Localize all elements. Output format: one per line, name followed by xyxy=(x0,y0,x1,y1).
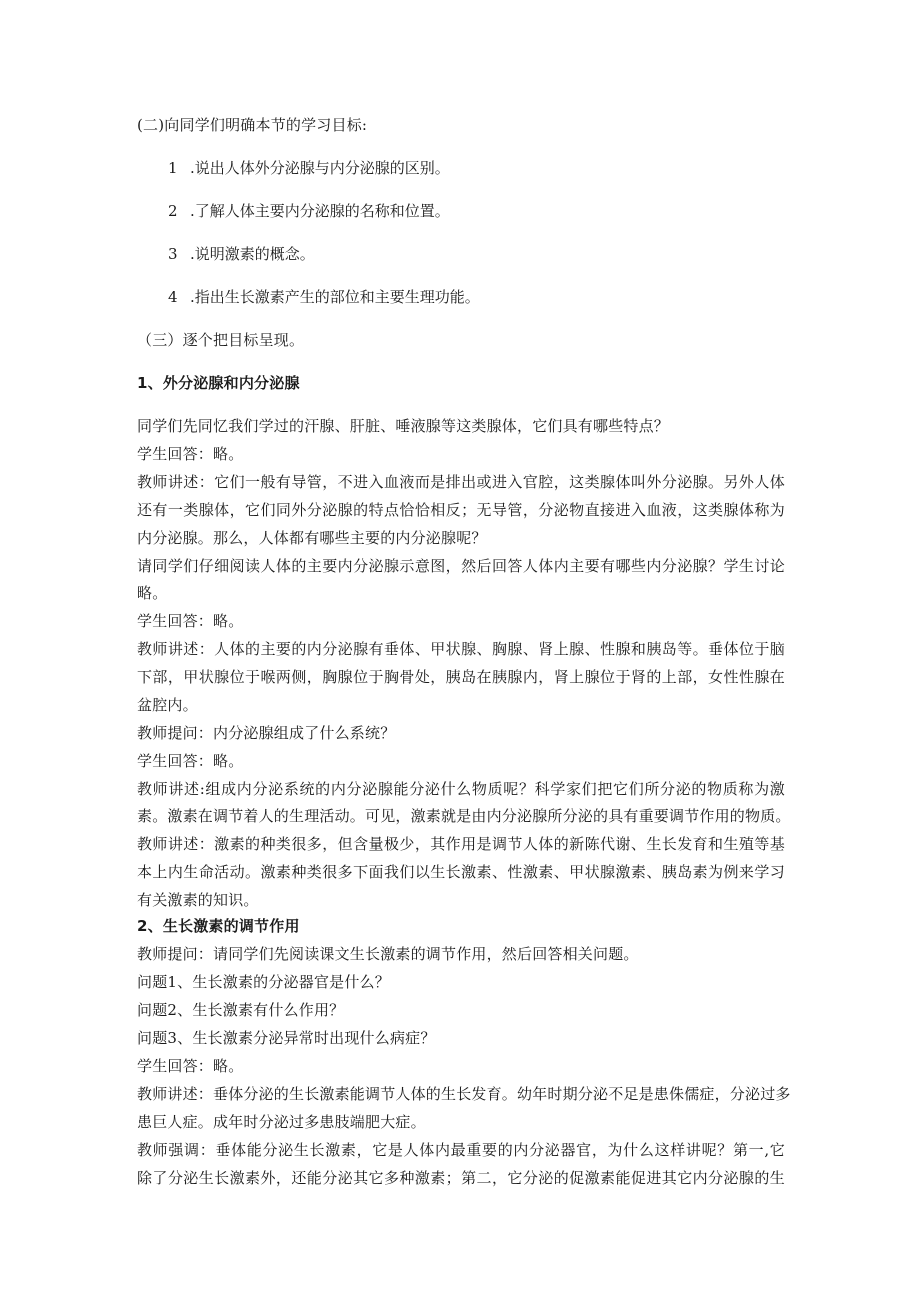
paragraph-line: 略。 xyxy=(137,584,168,602)
paragraph-line: 盆腔内。 xyxy=(137,696,198,714)
paragraph-line: 下部，甲状腺位于喉两侧，胸腺位于胸骨处，胰岛在胰腺内，肾上腺位于肾的上部，女性性腺在 xyxy=(137,668,785,686)
topic1-title: 1、外分泌腺和内分泌腺 xyxy=(137,374,300,392)
paragraph-line: 问题3、生长激素分泌异常时出现什么病症？ xyxy=(137,1029,436,1047)
paragraph-line: 内分泌腺。那么，人体都有哪些主要的内分泌腺呢？ xyxy=(137,529,487,547)
goal-number: 3 xyxy=(168,245,178,263)
goal-item xyxy=(168,244,315,264)
paragraph-line: 问题2、生长激素有什么作用？ xyxy=(137,1001,345,1019)
goal-text: .说出人体外分泌腺与内分泌腺的区别。 xyxy=(190,159,450,177)
paragraph-line: 教师讲述：它们一般有导管，不进入血液而是排出或进入官腔，这类腺体叫外分泌腺。另外人体 xyxy=(137,473,785,491)
goal-text: .了解人体主要内分泌腺的名称和位置。 xyxy=(190,202,450,220)
paragraph-line: 教师讲述：激素的种类很多，但含量极少，其作用是调节人体的新陈代谢、生长发育和生殖等基 xyxy=(137,835,785,853)
paragraph-line: 除了分泌生长激素外，还能分泌其它多种激素；第二，它分泌的促激素能促进其它内分泌腺的生 xyxy=(137,1169,785,1187)
paragraph-line: 学生回答：略。 xyxy=(137,752,244,770)
paragraph-line: 学生回答：略。 xyxy=(137,612,244,630)
section2-heading: (二)向同学们明确本节的学习目标: xyxy=(137,116,368,134)
goal-item xyxy=(168,158,450,178)
section3-heading: （三）逐个把目标呈现。 xyxy=(137,331,305,349)
paragraph-line: 请同学们仔细阅读人体的主要内分泌腺示意图，然后回答人体内主要有哪些内分泌腺？学生讨论 xyxy=(137,557,785,575)
paragraph-line: 有关激素的知识。 xyxy=(137,891,259,909)
topic2-title: 2、生长激素的调节作用 xyxy=(137,917,300,935)
paragraph-line: 学生回答：略。 xyxy=(137,1057,244,1075)
goal-text: .说明激素的概念。 xyxy=(190,245,315,263)
paragraph-line: 患巨人症。成年时分泌过多患肢端肥大症。 xyxy=(137,1113,426,1131)
paragraph-line: 教师提问：内分泌腺组成了什么系统？ xyxy=(137,724,396,742)
paragraph-line: 本上内生命活动。激素种类很多下面我们以生长激素、性激素、甲状腺激素、胰岛素为例来学习 xyxy=(137,863,785,881)
goal-item xyxy=(168,287,480,307)
goal-number: 4 xyxy=(168,288,178,306)
paragraph-line: 教师讲述：人体的主要的内分泌腺有垂体、甲状腺、胸腺、肾上腺、性腺和胰岛等。垂体位于脑 xyxy=(137,640,785,658)
paragraph-line: 教师强调：垂体能分泌生长激素，它是人体内最重要的内分泌器官，为什么这样讲呢？第一,它 xyxy=(137,1141,785,1159)
goal-text: .指出生长激素产生的部位和主要生理功能。 xyxy=(190,288,480,306)
paragraph-line: 教师讲述：垂体分泌的生长激素能调节人体的生长发育。幼年时期分泌不足是患侏儒症，分泌过多 xyxy=(137,1085,791,1103)
paragraph-line: 同学们先同忆我们学过的汗腺、肝脏、唾液腺等这类腺体，它们具有哪些特点？ xyxy=(137,417,670,435)
paragraph-line: 问题1、生长激素的分泌器官是什么？ xyxy=(137,973,390,991)
paragraph-line: 学生回答：略。 xyxy=(137,445,244,463)
paragraph-line: 教师讲述:组成内分泌系统的内分泌腺能分泌什么物质呢？科学家们把它们所分泌的物质称为激 xyxy=(137,780,785,798)
goal-number: 2 xyxy=(168,202,178,220)
paragraph-line: 还有一类腺体，它们同外分泌腺的特点恰恰相反；无导管，分泌物直接进入血液，这类腺体称为 xyxy=(137,501,785,519)
goal-number: 1 xyxy=(168,159,178,177)
paragraph-line: 素。激素在调节着人的生理活动。可见，激素就是由内分泌腺所分泌的具有重要调节作用的物质。 xyxy=(137,807,791,825)
paragraph-line: 教师提问：请同学们先阅读课文生长激素的调节作用，然后回答相关问题。 xyxy=(137,945,639,963)
goal-item xyxy=(168,201,450,221)
